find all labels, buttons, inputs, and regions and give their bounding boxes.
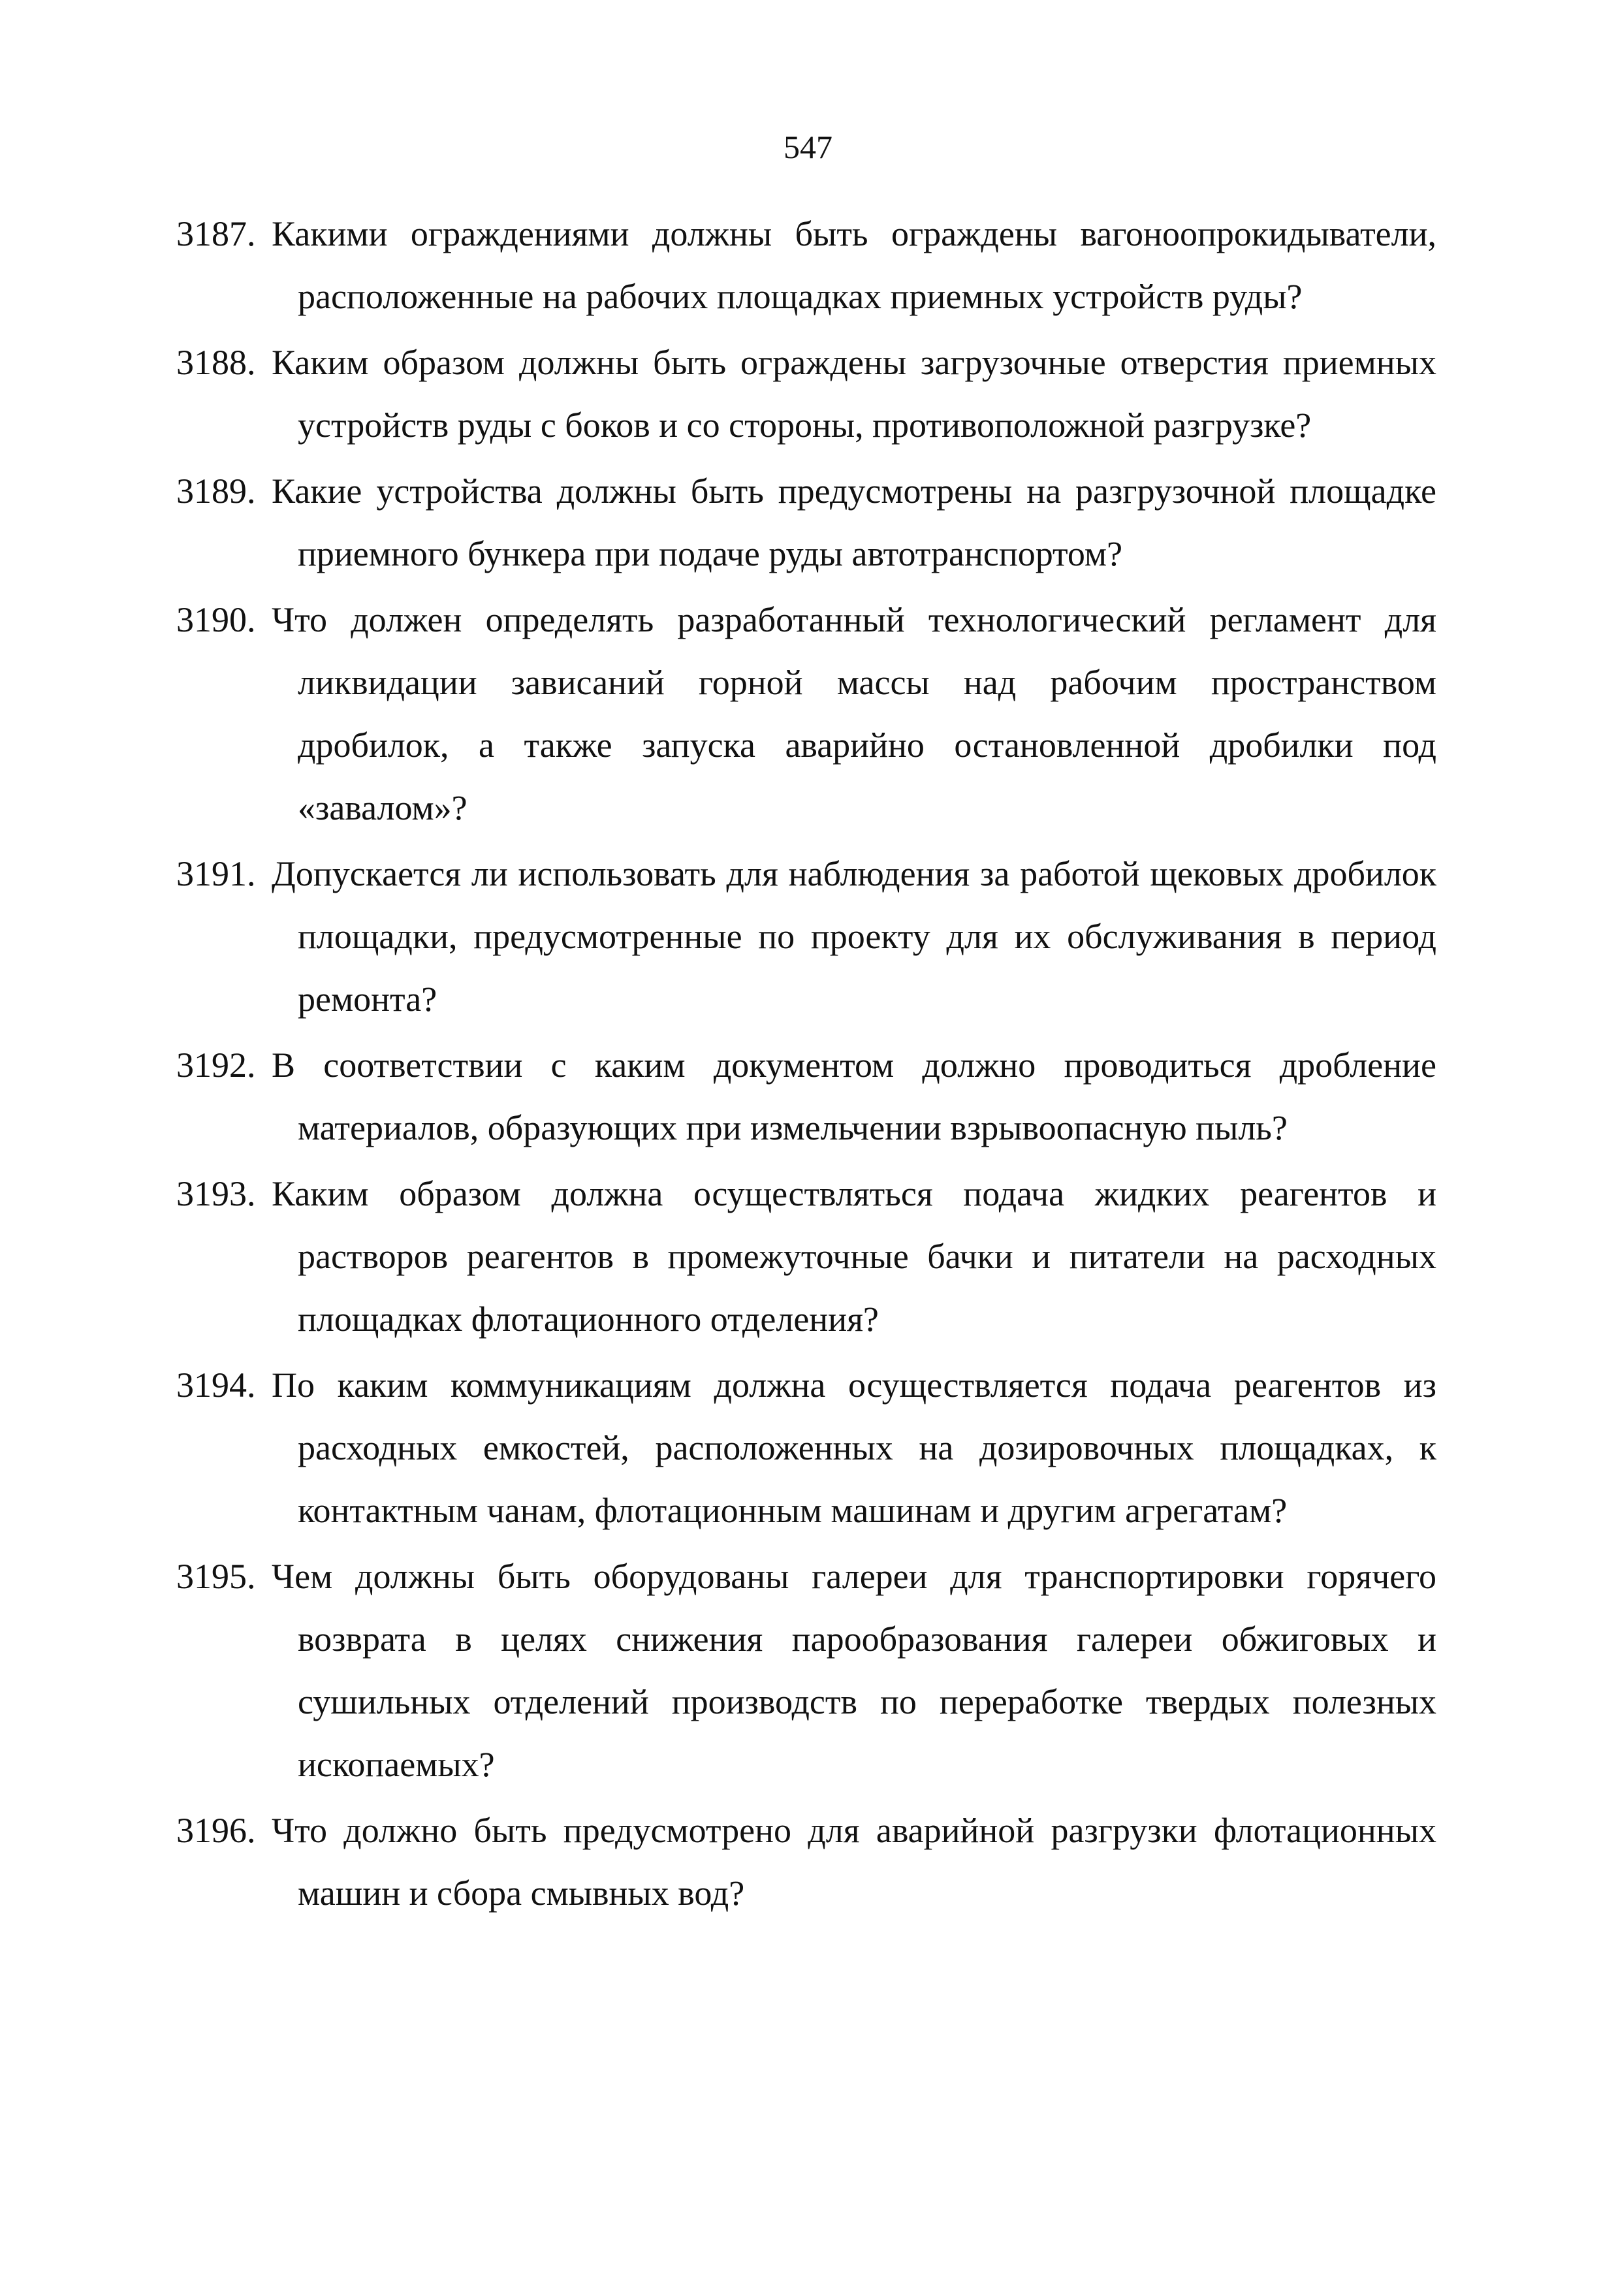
question-text: Допускается ли использовать для наблюдения за работой щековых дробилок площадки, предусмотренные по проекту для их обслуживания в период ремонта? bbox=[272, 854, 1436, 1019]
question-text: Что должен определять разработанный технологический регламент для ликвидации зависаний горной массы над рабочим пространством дробилок, а также запуска аварийно остановленной дробилки под «завалом»? bbox=[272, 600, 1436, 827]
question-item bbox=[176, 1799, 1436, 1924]
question-number: 3190. bbox=[176, 600, 256, 639]
question-item bbox=[176, 331, 1436, 456]
question-item bbox=[176, 1034, 1436, 1159]
question-text: По каким коммуникациям должна осуществляется подача реагентов из расходных емкостей, расположенных на дозировочных площадках, к контактным чанам, флотационным машинам и другим агрегатам? bbox=[272, 1365, 1436, 1530]
question-text: Каким образом должна осуществляться подача жидких реагентов и растворов реагентов в промежуточные бачки и питатели на расходных площадках флотационного отделения? bbox=[272, 1174, 1436, 1339]
question-number: 3192. bbox=[176, 1045, 256, 1085]
question-number: 3188. bbox=[176, 343, 256, 382]
question-number: 3191. bbox=[176, 854, 256, 893]
question-list bbox=[176, 202, 1436, 1928]
page-number: 547 bbox=[784, 129, 832, 165]
question-item bbox=[176, 460, 1436, 585]
question-item bbox=[176, 842, 1436, 1030]
question-text: Какие устройства должны быть предусмотрены на разгрузочной площадке приемного бункера при подаче руды автотранспортом? bbox=[272, 471, 1436, 573]
question-number: 3196. bbox=[176, 1811, 256, 1850]
question-item bbox=[176, 588, 1436, 839]
question-number: 3194. bbox=[176, 1365, 256, 1405]
question-number: 3187. bbox=[176, 214, 256, 253]
question-item bbox=[176, 1354, 1436, 1542]
question-number: 3195. bbox=[176, 1557, 256, 1596]
question-item bbox=[176, 1545, 1436, 1796]
question-text: Каким образом должны быть ограждены загрузочные отверстия приемных устройств руды с боков и со стороны, противоположной разгрузке? bbox=[272, 343, 1436, 445]
question-item bbox=[176, 202, 1436, 328]
question-text: Чем должны быть оборудованы галереи для транспортировки горячего возврата в целях снижения парообразования галереи обжиговых и сушильных отделений производств по переработке твердых полезных ископаемых? bbox=[272, 1557, 1436, 1784]
question-text: Какими ограждениями должны быть ограждены вагоноопрокидыватели, расположенные на рабочих площадках приемных устройств руды? bbox=[272, 214, 1436, 316]
question-text: Что должно быть предусмотрено для аварийной разгрузки флотационных машин и сбора смывных вод? bbox=[272, 1811, 1436, 1913]
question-number: 3193. bbox=[176, 1174, 256, 1213]
question-item bbox=[176, 1162, 1436, 1350]
question-number: 3189. bbox=[176, 471, 256, 511]
question-text: В соответствии с каким документом должно проводиться дробление материалов, образующих при измельчении взрывоопасную пыль? bbox=[272, 1045, 1436, 1147]
